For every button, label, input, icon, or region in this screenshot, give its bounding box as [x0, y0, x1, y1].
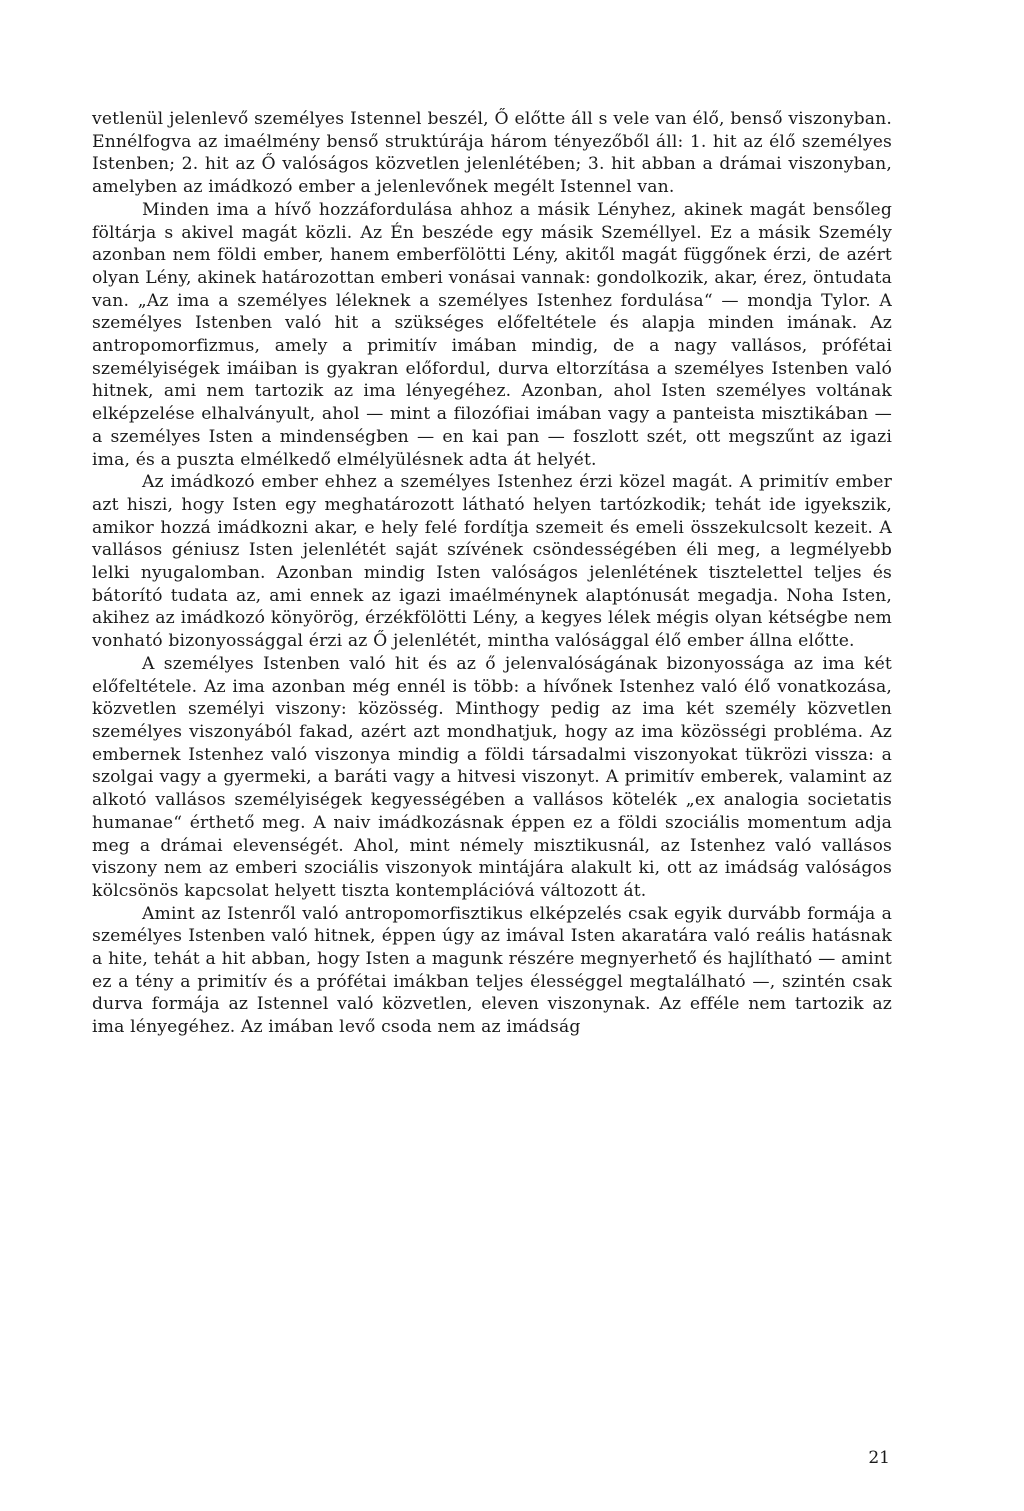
paragraph-1: vetlenül jelenlevő személyes Istennel beszél, Ő előtte áll s vele van élő, benső viszonyban. Ennélfogva az imaélmény benső struktúrája három tényezőből áll: 1. hit az élő személyes Istenben; 2. hit az Ő valóságos közvetlen jelenlétében; 3. hit abban a drámai viszonyban, amelyben az imádkozó ember a jelenlevőnek megélt Istennel van. — [92, 109, 892, 198]
paragraph-5: Amint az Istenről való antropomorfisztikus elképzelés csak egyik durvább formája a személyes Istenben való hitnek, éppen úgy az imával Isten akaratára való reális hatásnak a hite, tehát a hit abban, hogy Isten a magunk részére megnyerhető és hajlítható — amint ez a tény a primitív és a prófétai imákban teljes élességgel megtalálható —, szintén csak durva formája az Istennel való közvetlen, eleven viszonynak. Az efféle nem tartozik az ima lényegéhez. Az imában levő csoda nem az imádság — [92, 903, 892, 1038]
paragraph-2: Minden ima a hívő hozzáfordulása ahhoz a másik Lényhez, akinek magát bensőleg föltárja s akivel magát közli. Az Én beszéde egy másik Személlyel. Ez a másik Személy azonban nem földi ember, hanem emberfölötti Lény, akitől magát függőnek érzi, de azért olyan Lény, akinek határozottan emberi vonásai vannak: gondolkozik, akar, érez, öntudata van. „Az ima a személyes léleknek a személyes Istenhez fordulása“ — mondja Tylor. A személyes Istenben való hit a szükséges előfeltétele és alapja minden imának. Az antropomorfizmus, amely a primitív imában mindig, de a nagy vallásos, prófétai személyiségek imáiban is gyakran előfordul, durva eltorzítása a személyes Istenben való hitnek, ami nem tartozik az ima lényegéhez. Azonban, ahol Isten személyes voltának elképzelése elhalványult, ahol — mint a filozófiai imában vagy a panteista misztikában — a személyes Isten a mindenségben — en kai pan — foszlott szét, ott megszűnt az igazi ima, és a puszta elmélkedő elmélyülésnek adta át helyét. — [92, 199, 892, 470]
page-number: 21 — [868, 1448, 890, 1468]
paragraph-4: A személyes Istenben való hit és az ő jelenvalóságának bizonyossága az ima két előfeltétele. Az ima azonban még ennél is több: a hívőnek Istenhez való élő vonatkozása, közvetlen személyi viszony: közösség. Minthogy pedig az ima két személy közvetlen személyes viszonyából fakad, azért azt mondhatjuk, hogy az ima közösségi probléma. Az embernek Istenhez való viszonya mindig a földi társadalmi viszonyokat tükrözi vissza: a szolgai vagy a gyermeki, a baráti vagy a hitvesi viszonyt. A primitív emberek, valamint az alkotó vallásos személyiségek kegyességében a vallásos kötelék „ex analogia societatis humanae“ érthető meg. A naiv imádkozásnak éppen ez a földi szociális momentum adja meg a drámai elevenségét. Ahol, mint némely misztikusnál, az Istenhez való vallásos viszony nem az emberi szociális viszonyok mintájára alakult ki, ott az imádság valóságos kölcsönös kapcsolat helyett tiszta kontemplációvá változott át. — [92, 653, 892, 901]
body-text — [92, 108, 892, 1039]
paragraph-3: Az imádkozó ember ehhez a személyes Istenhez érzi közel magát. A primitív ember azt hiszi, hogy Isten egy meghatározott látható helyen tartózkodik; tehát ide igyekszik, amikor hozzá imádkozni akar, e hely felé fordítja szemeit és emeli összekulcsolt kezeit. A vallásos géniusz Isten jelenlétét saját szívének csöndességében éli meg, a legmélyebb lelki nyugalomban. Azonban mindig Isten valóságos jelenlétének tisztelettel teljes és bátorító tudata az, ami ennek az igazi imaélménynek alaptónusát megadja. Noha Isten, akihez az imádkozó könyörög, érzékfölötti Lény, a kegyes lélek mégis olyan kétségbe nem vonható bizonyossággal érzi az Ő jelenlétét, mintha valósággal élő ember állna előtte. — [92, 472, 892, 652]
